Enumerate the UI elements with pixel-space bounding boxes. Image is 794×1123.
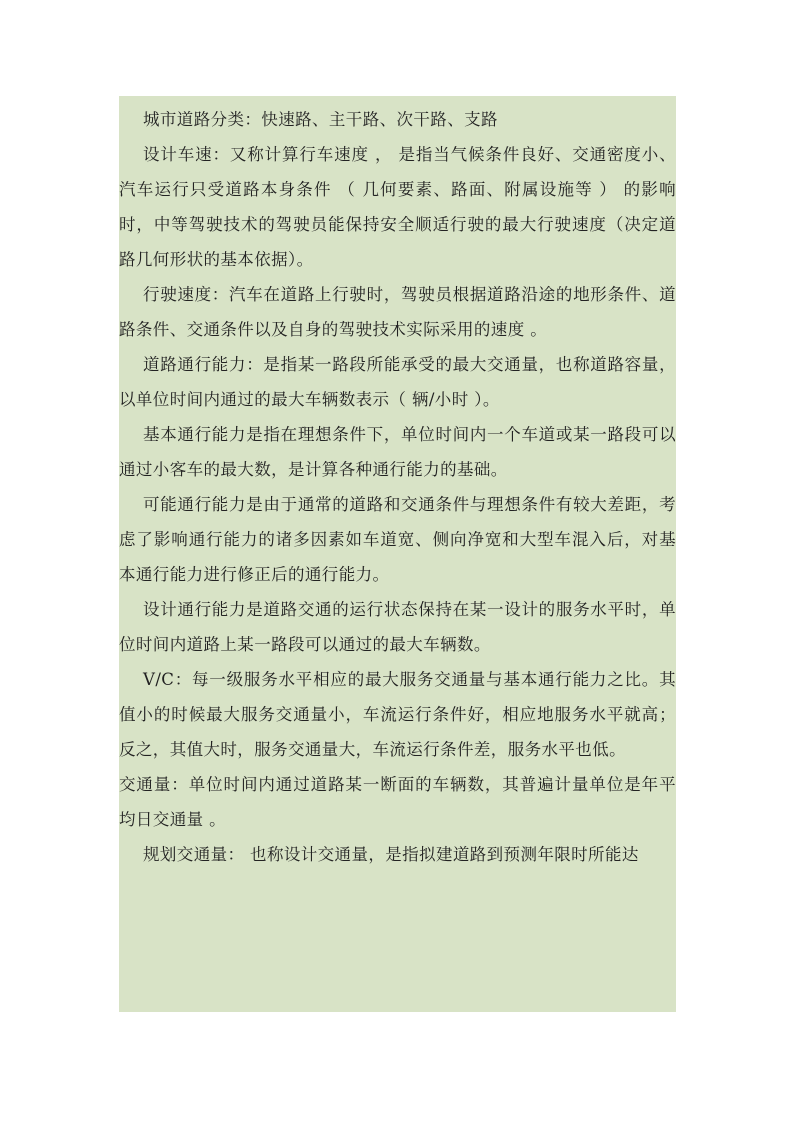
- paragraph-design-capacity: 设计通行能力是道路交通的运行状态保持在某一设计的服务水平时，单位时间内道路上某一路段可以通过的最大车辆数。: [119, 600, 676, 654]
- paragraph-road-classification: 城市道路分类：快速路、主干路、次干路、支路: [143, 110, 498, 129]
- highlighted-text-block: [119, 96, 676, 1012]
- paragraph-planned-traffic-volume: 规划交通量： 也称设计交通量，是指拟建道路到预测年限时所能达: [143, 845, 639, 864]
- paragraph-traffic-volume: 交通量：单位时间内通过道路某一断面的车辆数，其普遍计量单位是年平均日交通量 。: [119, 775, 676, 829]
- paragraph-driving-speed: 行驶速度：汽车在道路上行驶时，驾驶员根据道路沿途的地形条件、道路条件、交通条件以及自身的驾驶技术实际采用的速度 。: [119, 285, 676, 339]
- paragraph-design-speed: 设计车速：又称计算行车速度 ， 是指当气候条件良好、交通密度小、汽车运行只受道路本身条件 （ 几何要素、路面、附属设施等 ） 的影响时，中等驾驶技术的驾驶员能保持安全顺适行驶的最大行驶速度（决定道路几何形状的基本依据）。: [119, 145, 676, 269]
- paragraph-basic-capacity: 基本通行能力是指在理想条件下，单位时间内一个车道或某一路段可以通过小客车的最大数，是计算各种通行能力的基础。: [119, 425, 676, 479]
- paragraph-road-capacity: 道路通行能力：是指某一路段所能承受的最大交通量，也称道路容量，以单位时间内通过的最大车辆数表示（ 辆/小时 ）。: [119, 355, 676, 409]
- paragraph-vc-ratio: V/C：每一级服务水平相应的最大服务交通量与基本通行能力之比。其值小的时候最大服务交通量小，车流运行条件好，相应地服务水平就高；反之，其值大时，服务交通量大，车流运行条件差，服务水平也低。: [119, 670, 676, 759]
- paragraph-possible-capacity: 可能通行能力是由于通常的道路和交通条件与理想条件有较大差距，考虑了影响通行能力的诸多因素如车道宽、侧向净宽和大型车混入后，对基本通行能力进行修正后的通行能力。: [119, 495, 676, 584]
